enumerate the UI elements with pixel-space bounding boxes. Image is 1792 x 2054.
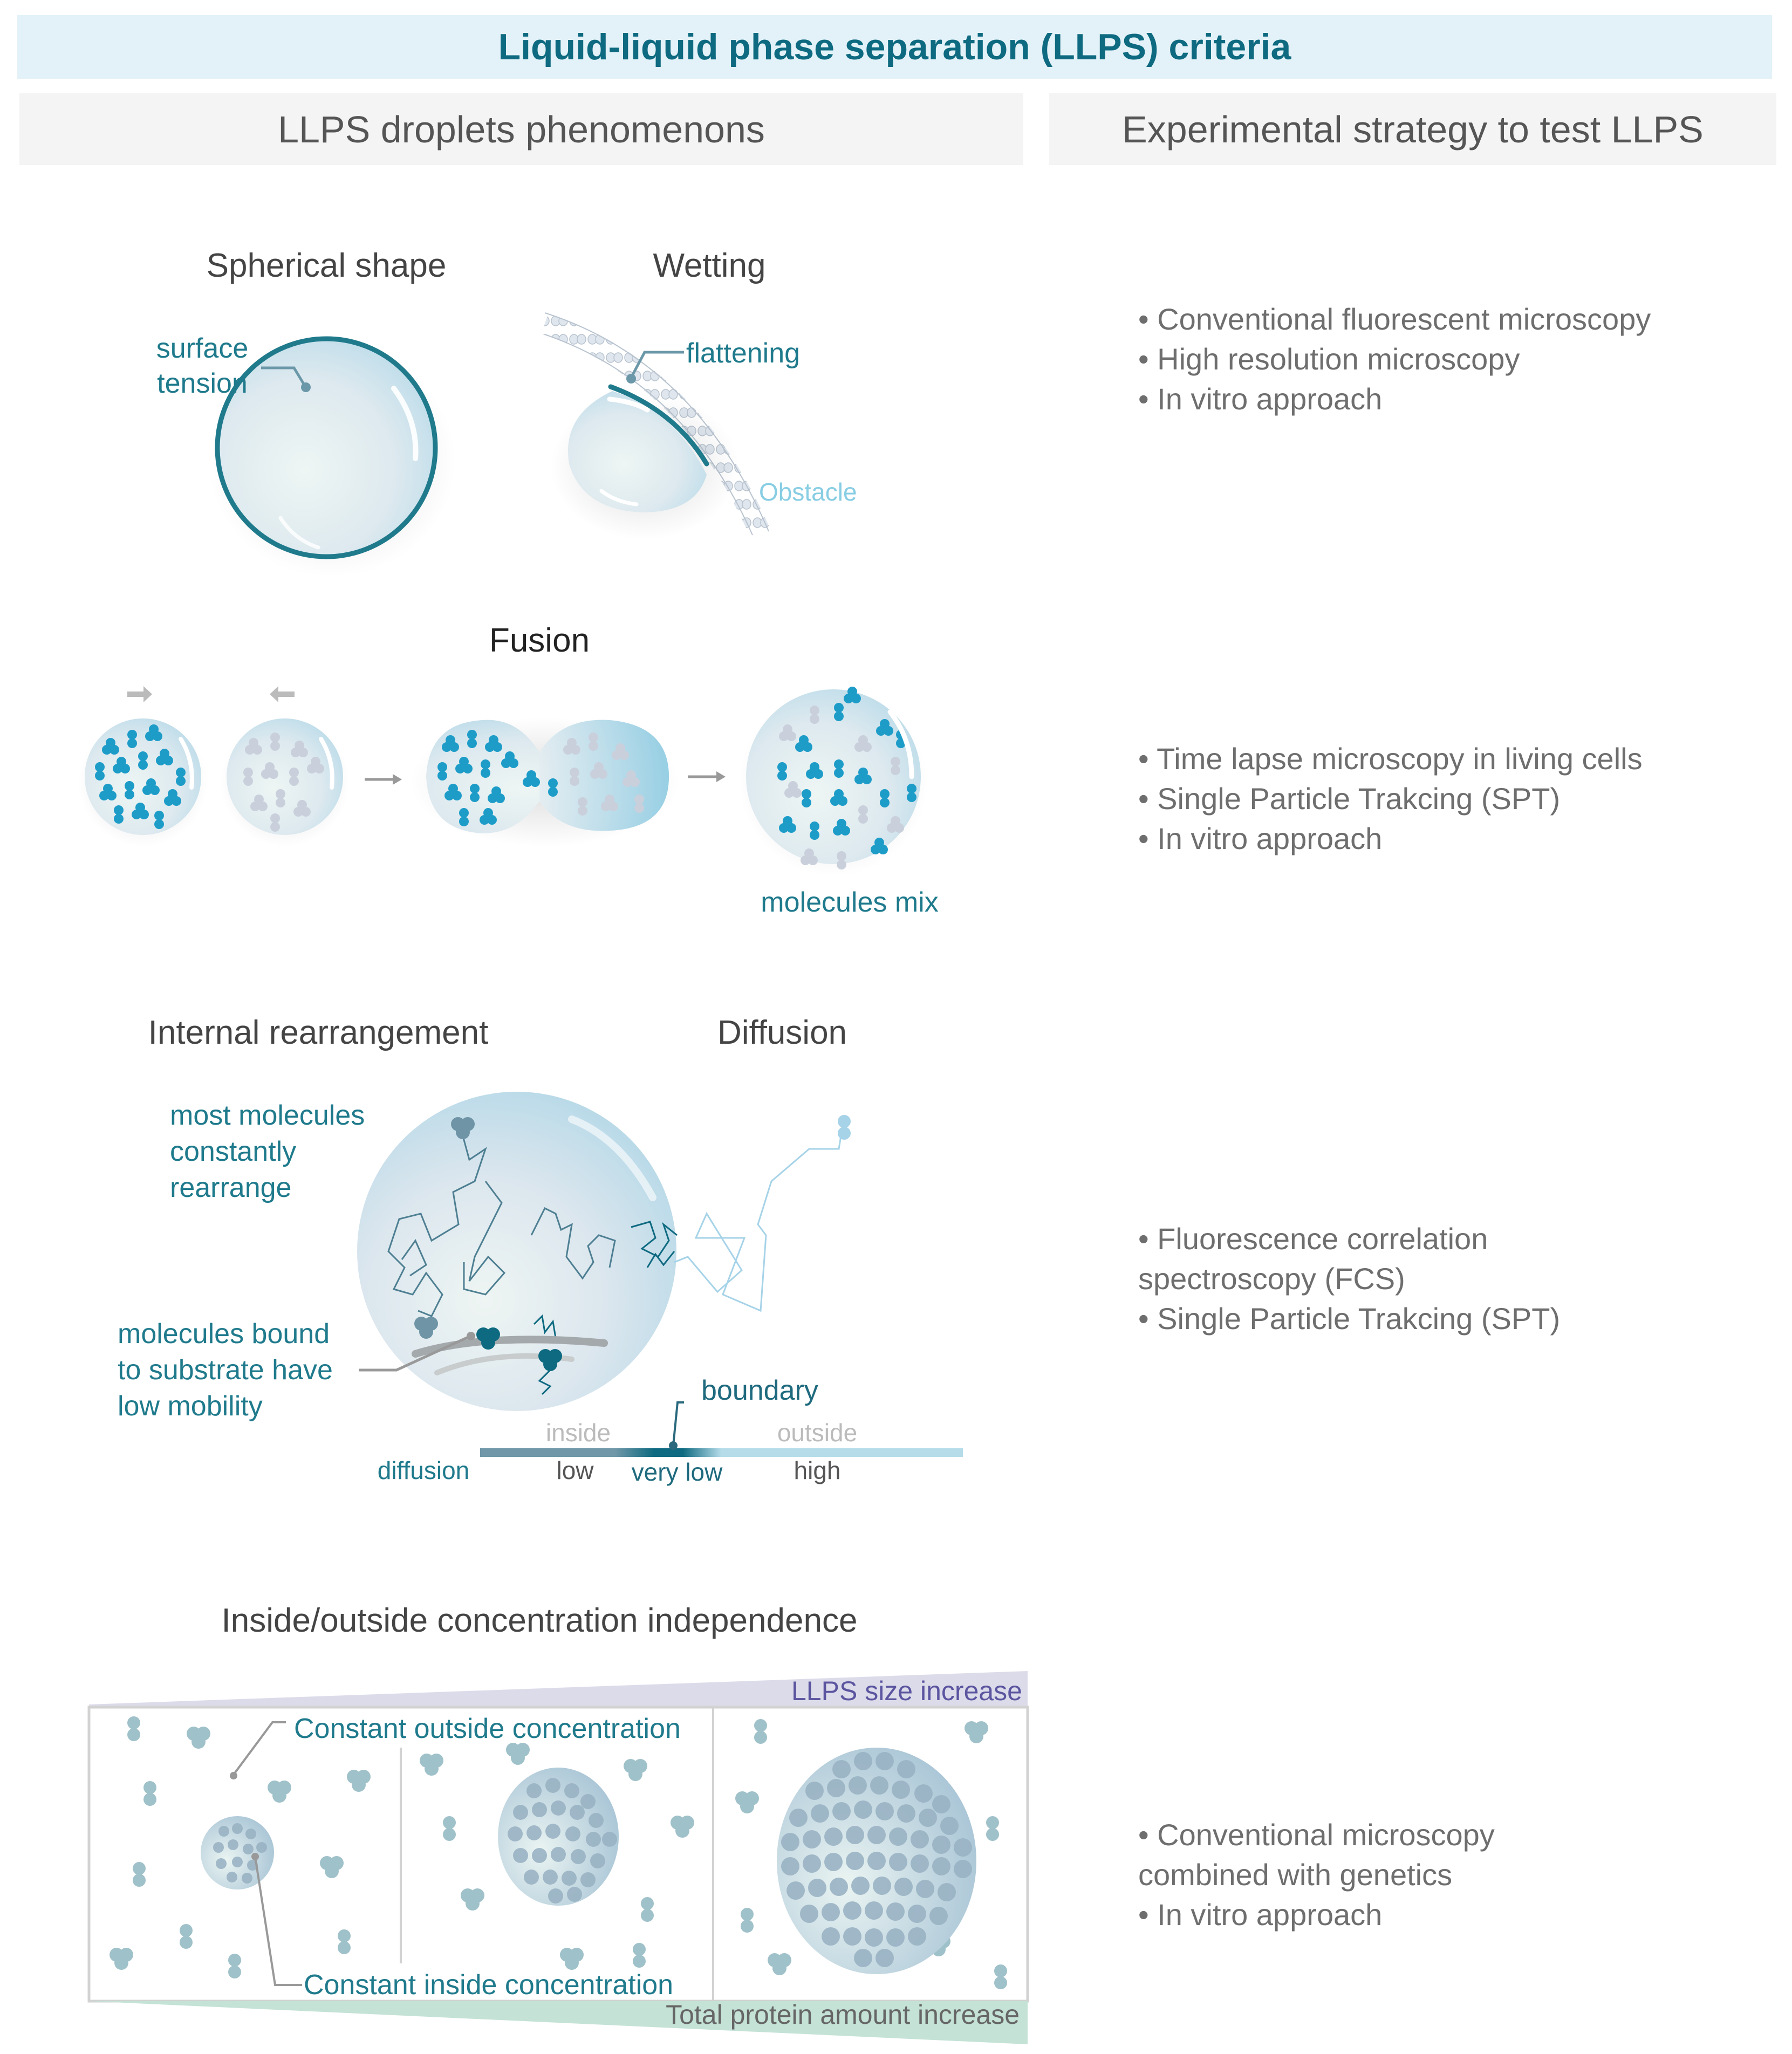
arrow-right-icon [127,686,152,702]
most-molecules-label-3: rearrange [170,1172,292,1203]
flattening-dot [626,374,636,384]
constant-inside-dot [251,1853,259,1860]
strategy-item: • Conventional fluorescent microscopy [1138,302,1651,336]
free-diffusion-trajectory [674,1115,851,1311]
llps-size-label: LLPS size increase [791,1676,1022,1706]
surface-label-line1: surface [156,333,249,364]
constant-outside-label: Constant outside concentration [294,1713,681,1744]
low-label: low [556,1456,594,1484]
internal-rearrangement-title: Internal rearrangement [148,1014,489,1051]
bound-leader-dot [467,1332,475,1340]
fusion-droplet-blue [78,717,208,847]
boundary-label: boundary [701,1375,818,1406]
column-header-right-label: Experimental strategy to test LLPS [1122,108,1704,150]
diffusion-axis-label: diffusion [377,1456,470,1484]
arrow-left-icon [270,686,295,702]
boundary-dot [669,1441,678,1450]
boundary-leader [673,1402,684,1446]
surface-label-line2: tension [157,368,248,399]
strategy-item: • Single Particle Trakcing (SPT) [1138,782,1561,816]
strategy-item: spectroscopy (FCS) [1138,1262,1405,1296]
strategy-item: • Fluorescence correlation [1138,1222,1488,1256]
fusion-droplet-merged [739,687,928,877]
constant-inside-label: Constant inside concentration [304,1969,674,2001]
column-header-left-label: LLPS droplets phenomenons [278,108,765,150]
molecules-mix-label: molecules mix [761,887,939,918]
large-concentration-droplet [777,1748,976,1974]
fusion-title: Fusion [489,622,590,659]
fusion-droplet-grey [220,717,350,847]
fusion-step-arrow-2 [688,771,726,782]
very-low-label: very low [631,1458,723,1486]
inside-label: inside [545,1419,611,1447]
outside-label: outside [777,1419,858,1447]
bound-label-3: low mobility [118,1391,263,1422]
spherical-shape-title: Spherical shape [206,247,447,284]
page-title: Liquid-liquid phase separation (LLPS) criteria [498,26,1291,67]
diffusion-title: Diffusion [717,1014,847,1051]
strategy-item: • Single Particle Trakcing (SPT) [1138,1302,1561,1336]
obstacle-label: Obstacle [759,478,857,506]
fusion-direction-arrows [127,686,295,702]
fusion-droplet-merging [410,717,680,847]
surface-tension-dot [301,382,311,392]
strategy-item: • In vitro approach [1138,1898,1383,1932]
flattening-label: flattening [686,338,801,369]
strategy-item: • Conventional microscopy [1138,1818,1495,1852]
bound-label-2: to substrate have [118,1354,333,1386]
most-molecules-label-2: constantly [170,1136,297,1167]
strategy-item: • In vitro approach [1138,821,1383,855]
high-label: high [794,1456,841,1484]
strategy-item: combined with genetics [1138,1858,1453,1892]
strategy-item: • In vitro approach [1138,382,1383,416]
total-protein-label: Total protein amount increase [666,2000,1020,2030]
strategy-item: • Time lapse microscopy in living cells [1138,742,1643,776]
bound-label-1: molecules bound [118,1318,330,1350]
rearrangement-droplet [357,1092,677,1411]
strategy-item: • High resolution microscopy [1138,342,1520,376]
medium-concentration-droplet [498,1768,619,1906]
fusion-step-arrow-1 [365,774,402,785]
diffusion-scale-bar [480,1448,963,1457]
most-molecules-label-1: most molecules [170,1100,365,1131]
constant-outside-dot [230,1772,237,1779]
small-concentration-droplet [201,1816,274,1889]
concentration-title: Inside/outside concentration independence [221,1602,858,1639]
wetting-title: Wetting [653,247,766,284]
